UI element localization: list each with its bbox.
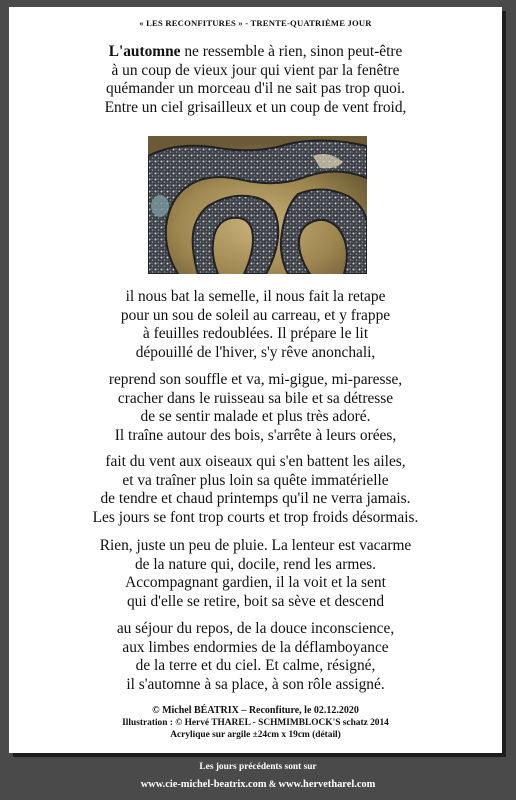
- poem-stanza-1: [9, 43, 502, 117]
- poem-line: de la nature qui, docile, rend les armes.: [134, 555, 377, 573]
- poem-line: et va traîner plus loin sa quête immatérielle: [122, 471, 389, 489]
- author-credit: © Michel BÉATRIX – Reconfiture, le 02.12.2020: [152, 705, 359, 716]
- illustration-credit: Illustration : © Hervé THAREL - SCHMIMBLOCK'S schatz 2014: [122, 718, 389, 728]
- poem-line: fait du vent aux oiseaux qui s'en battent les ailes,: [105, 453, 406, 470]
- medium-credit: Acrylique sur argile ±24cm x 19cm (détail): [170, 730, 341, 740]
- poem-line: de la terre et du ciel. Et calme, résigné,: [135, 657, 376, 674]
- poem-line: Rien, juste un peu de pluie. La lenteur est vacarme: [99, 537, 412, 554]
- poem-lead-word: L'automne: [108, 43, 181, 60]
- poem-line: au séjour du repos, de la douce inconscience,: [116, 620, 395, 637]
- poem-line: à feuilles redoublées. Il prépare le lit: [142, 325, 369, 342]
- site-link-michel-beatrix[interactable]: www.cie-michel-beatrix.com: [140, 779, 267, 790]
- poem-line: Entre un ciel grisailleux et un coup de vent froid,: [104, 98, 407, 116]
- poem-line: cracher dans le ruisseau sa bile et sa détresse: [117, 389, 394, 407]
- poem-line: Il traîne autour des bois, s'arrête à leurs orées,: [114, 426, 397, 444]
- poem-line: de tendre et chaud printemps qu'il ne verra jamais.: [100, 490, 411, 507]
- poem-line: de se sentir malade et plus très adoré.: [140, 408, 371, 425]
- sculpture-image: [148, 136, 367, 274]
- poem-page: [9, 7, 502, 753]
- credits-block: [9, 705, 502, 741]
- poem-line: il s'automne à sa place, à son rôle assigné.: [126, 675, 385, 693]
- poem-stanza-6: [9, 620, 502, 694]
- footer-links: [0, 779, 516, 790]
- poem-line: dépouillé de l'hiver, s'y rêve anonchali,: [135, 343, 376, 361]
- poem-line: pour un sou de soleil au carreau, et y frappe: [120, 306, 391, 324]
- poem-line: il nous bat la semelle, il nous fait la retape: [125, 288, 386, 305]
- poem-stanza-4: [9, 453, 502, 527]
- poem-line: à un coup de vieux jour qui vient par la fenêtre: [111, 61, 400, 79]
- poem-line: L'automne ne ressemble à rien, sinon peut-être: [108, 43, 403, 60]
- poem-line: quémander un morceau d'il ne sait pas trop quoi.: [106, 80, 405, 97]
- sculpture-illustration: [148, 136, 367, 274]
- poem-stanza-5: [9, 537, 502, 611]
- page-header: « LES RECONFITURES » - TRENTE-QUATRIÈME JOUR: [139, 18, 372, 28]
- poem-line: aux limbes endormies de la déflamboyance: [122, 638, 389, 656]
- site-link-herve-tharel[interactable]: www.hervetharel.com: [278, 779, 376, 790]
- poem-line: Les jours se font trop courts et trop froids désormais.: [92, 508, 419, 526]
- footer-separator: &: [266, 779, 279, 789]
- poem-stanza-2: [9, 288, 502, 362]
- poem-line: reprend son souffle et va, mi-gigue, mi-paresse,: [108, 371, 403, 388]
- poem-stanza-3: [9, 371, 502, 445]
- footer-note: Les jours précédents sont sur: [199, 762, 317, 772]
- poem-line: Accompagnant gardien, il la voit et la sent: [125, 574, 386, 591]
- poem-line: qui d'elle se retire, boit sa sève et descend: [126, 592, 385, 610]
